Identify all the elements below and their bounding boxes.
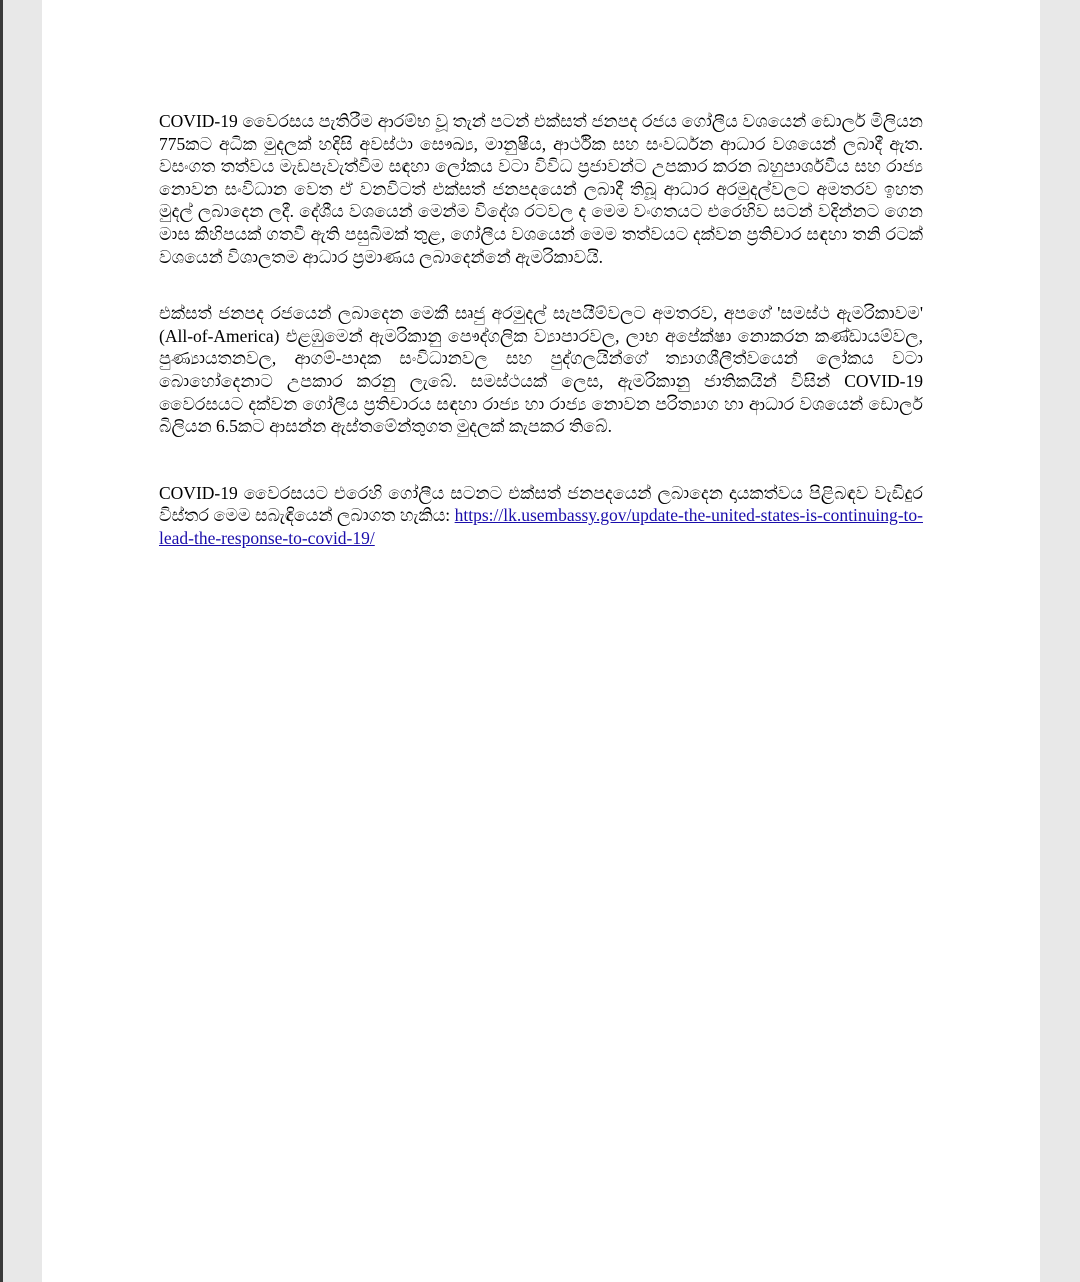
viewer-left-edge — [0, 0, 3, 1282]
document-page — [42, 0, 1040, 1282]
closing-text: COVID-19 වෛරසයට එරෙහි ගෝලීය සටනට එක්සත් ජනපදයෙන් ලබාදෙන දායකත්වය පිළිබඳව වැඩිදුර විස්තර මෙම සබැඳියෙන් ලබාගත හැකිය: — [159, 482, 923, 526]
paragraph-1: COVID-19 වෛරසය පැතිරීම ආරම්භ වූ තැන් පටන් එක්සත් ජනපද රජය ගෝලීය වශයෙන් ඩොලර් මිලියන 775කට අධික මුදලක් හදිසි අවස්ථා සෞඛ්‍ය, මානුෂීය, ආර්ථික සහ සංවර්ධන ආධාර වශයෙන් ලබාදී ඇත. වසංගත තත්වය මැඩපැවැත්වීම සඳහා ලෝකය වටා විවිධ ප්‍රජාවන්ට උපකාර කරන බහුපාර්ශවීය සහ රාජ්‍ය නොවන සංවිධාන වෙත ඒ වනවිටත් එක්සත් ජනපදයෙන් ලබාදී තිබූ ආධාර අරමුදල්වලට අමතරව ඉහත මුදල් ලබාදෙන ලදී. දේශීය වශයෙන් මෙන්ම විදේශ රටවල ද මෙම වංගතයට එරෙහිව සටන් වදින්නට ගෙන මාස කිහිපයක් ගතවී ඇති පසුබිමක් තුළ, ගෝලීය වශයෙන් මෙම තත්වයට දක්වන ප්‍රතිචාර සඳහා තනි රටක් වශයෙන් විශාලතම ආධාර ප්‍රමාණය ලබාදෙන්නේ ඇමරිකාවයි. — [159, 111, 923, 267]
paragraph-2: එක්සත් ජනපද රජයෙන් ලබාදෙන මෙකී සෘජු අරමුදල් සැපයීම්වලට අමතරව, අපගේ 'සමස්ථ ඇමරිකාවම' (All-of-America) එළඹුමෙන් ඇමරිකානු පෞද්ගලික ව්‍යාපාරවල, ලාභ අපේක්ෂා නොකරන කණ්ඩායම්වල, පුණ්‍යායතනවල, ආගම්-පාදක සංවිධානවල සහ පුද්ගලයින්ගේ ත්‍යාගශීලීත්වයෙන් ලෝකය වටා බොහෝදෙනාට උපකාර කරනු ලැබේ. සමස්ථයක් ලෙස, ඇමරිකානු ජාතිකයින් විසින් COVID-19 වෛරසයට දක්වන ගෝලීය ප්‍රතිචාරය සඳහා රාජ්‍ය හා රාජ්‍ය නොවන පරිත්‍යාග හා ආධාර වශයෙන් ඩොලර් බිලියන 6.5කට ආසන්න ඇස්තමේන්තුගත මුදලක් කැපකර තිබේ. — [159, 303, 923, 437]
covid-response-link[interactable]: https://lk.usembassy.gov/update-the-united-states-is-continuing-to-lead-the-response-to-covid-19/ — [159, 505, 923, 548]
document-body — [159, 110, 923, 550]
paragraph-3 — [159, 482, 923, 550]
